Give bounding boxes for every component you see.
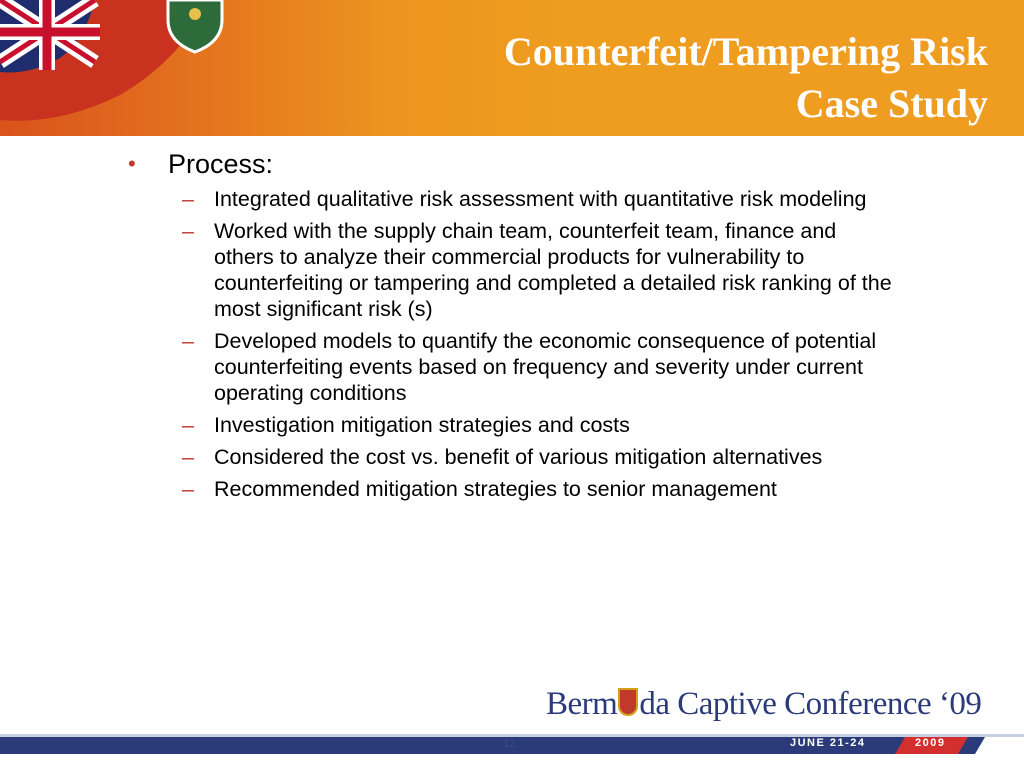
dash-icon: –	[182, 477, 194, 501]
list-item-text: Considered the cost vs. benefit of various mitigation alternatives	[214, 445, 823, 469]
list-item-text: Recommended mitigation strategies to senior management	[214, 477, 777, 501]
title-line-2: Case Study	[795, 81, 988, 126]
main-bullet	[128, 146, 908, 182]
dash-icon: –	[182, 445, 194, 469]
list-item	[182, 444, 908, 470]
list-item-text: Integrated qualitative risk assessment with quantitative risk modeling	[214, 187, 867, 211]
list-item	[182, 218, 908, 322]
bermuda-flag-icon	[0, 0, 260, 136]
list-item	[182, 328, 908, 406]
page-number: 12	[503, 738, 516, 750]
list-item-text: Investigation mitigation strategies and costs	[214, 413, 630, 437]
list-item-text: Developed models to quantify the economic consequence of potential counterfeiting events based on frequency and severity under current operating conditions	[214, 329, 877, 405]
conference-name-start: Berm	[546, 686, 618, 722]
conference-dates: JUNE 21-24	[790, 737, 866, 749]
sub-bullet-list	[128, 186, 908, 502]
conference-year: 2009	[915, 737, 946, 749]
list-item	[182, 412, 908, 438]
header-banner	[0, 0, 1024, 136]
main-bullet-label: Process:	[168, 149, 274, 179]
dash-icon: –	[182, 187, 194, 211]
slide-content	[128, 146, 908, 508]
dash-icon: –	[182, 219, 194, 243]
title-line-1: Counterfeit/Tampering Risk	[503, 29, 988, 74]
dash-icon: –	[182, 413, 194, 437]
list-item	[182, 186, 908, 212]
conference-logo	[546, 686, 981, 723]
dash-icon: –	[182, 329, 194, 353]
list-item	[182, 476, 908, 502]
crest-icon	[618, 688, 638, 716]
conference-name-end: da Captive Conference ‘09	[639, 686, 982, 722]
slide-title	[504, 26, 988, 130]
list-item-text: Worked with the supply chain team, counterfeit team, finance and others to analyze their commercial products for vulnerability to counterfeiting or tampering and completed a detailed risk ranking of the most significant risk (s)	[214, 219, 892, 321]
bullet-dot-icon: •	[128, 151, 136, 176]
